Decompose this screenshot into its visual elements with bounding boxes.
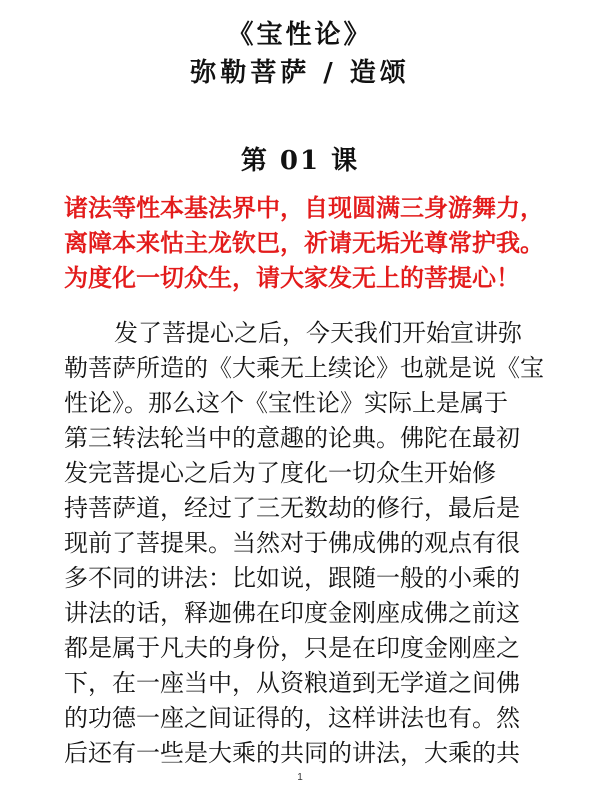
body-line: 第三转法轮当中的意趣的论典。佛陀在最初	[64, 424, 520, 452]
body-paragraph	[64, 316, 544, 771]
body-line: 性论》。那么这个《宝性论》实际上是属于	[64, 389, 508, 417]
lesson-heading: 第 01 课	[240, 146, 360, 176]
body-line: 的功德一座之间证得的，这样讲法也有。然	[64, 704, 520, 732]
body-line: 发完菩提心之后为了度化一切众生开始修	[64, 459, 496, 487]
body-line: 下，在一座当中，从资粮道到无学道之间佛	[64, 669, 520, 697]
body-line: 讲法的话，释迦佛在印度金刚座成佛之前这	[64, 599, 520, 627]
verse-line: 为度化一切众生，请大家发无上的菩提心！	[64, 263, 520, 292]
body-line: 持菩萨道，经过了三无数劫的修行，最后是	[64, 494, 520, 522]
body-line: 现前了菩提果。当然对于佛成佛的观点有很	[64, 529, 520, 557]
page-number: 1	[297, 772, 303, 783]
author-line: 弥勒菩萨 / 造颂	[190, 58, 410, 88]
document-title: 《宝性论》	[227, 20, 373, 50]
body-line: 发了菩提心之后，今天我们开始宣讲弥	[114, 319, 522, 347]
prayer-verse	[64, 190, 554, 295]
body-line: 多不同的讲法：比如说，跟随一般的小乘的	[64, 564, 520, 592]
verse-line: 离障本来怙主龙钦巴，祈请无垢光尊常护我。	[64, 228, 544, 257]
body-line: 勒菩萨所造的《大乘无上续论》也就是说《宝	[64, 354, 544, 382]
verse-line: 诸法等性本基法界中，自现圆满三身游舞力，	[64, 193, 544, 222]
body-line: 后还有一些是大乘的共同的讲法，大乘的共	[64, 739, 520, 767]
body-line: 都是属于凡夫的身份，只是在印度金刚座之	[64, 634, 520, 662]
